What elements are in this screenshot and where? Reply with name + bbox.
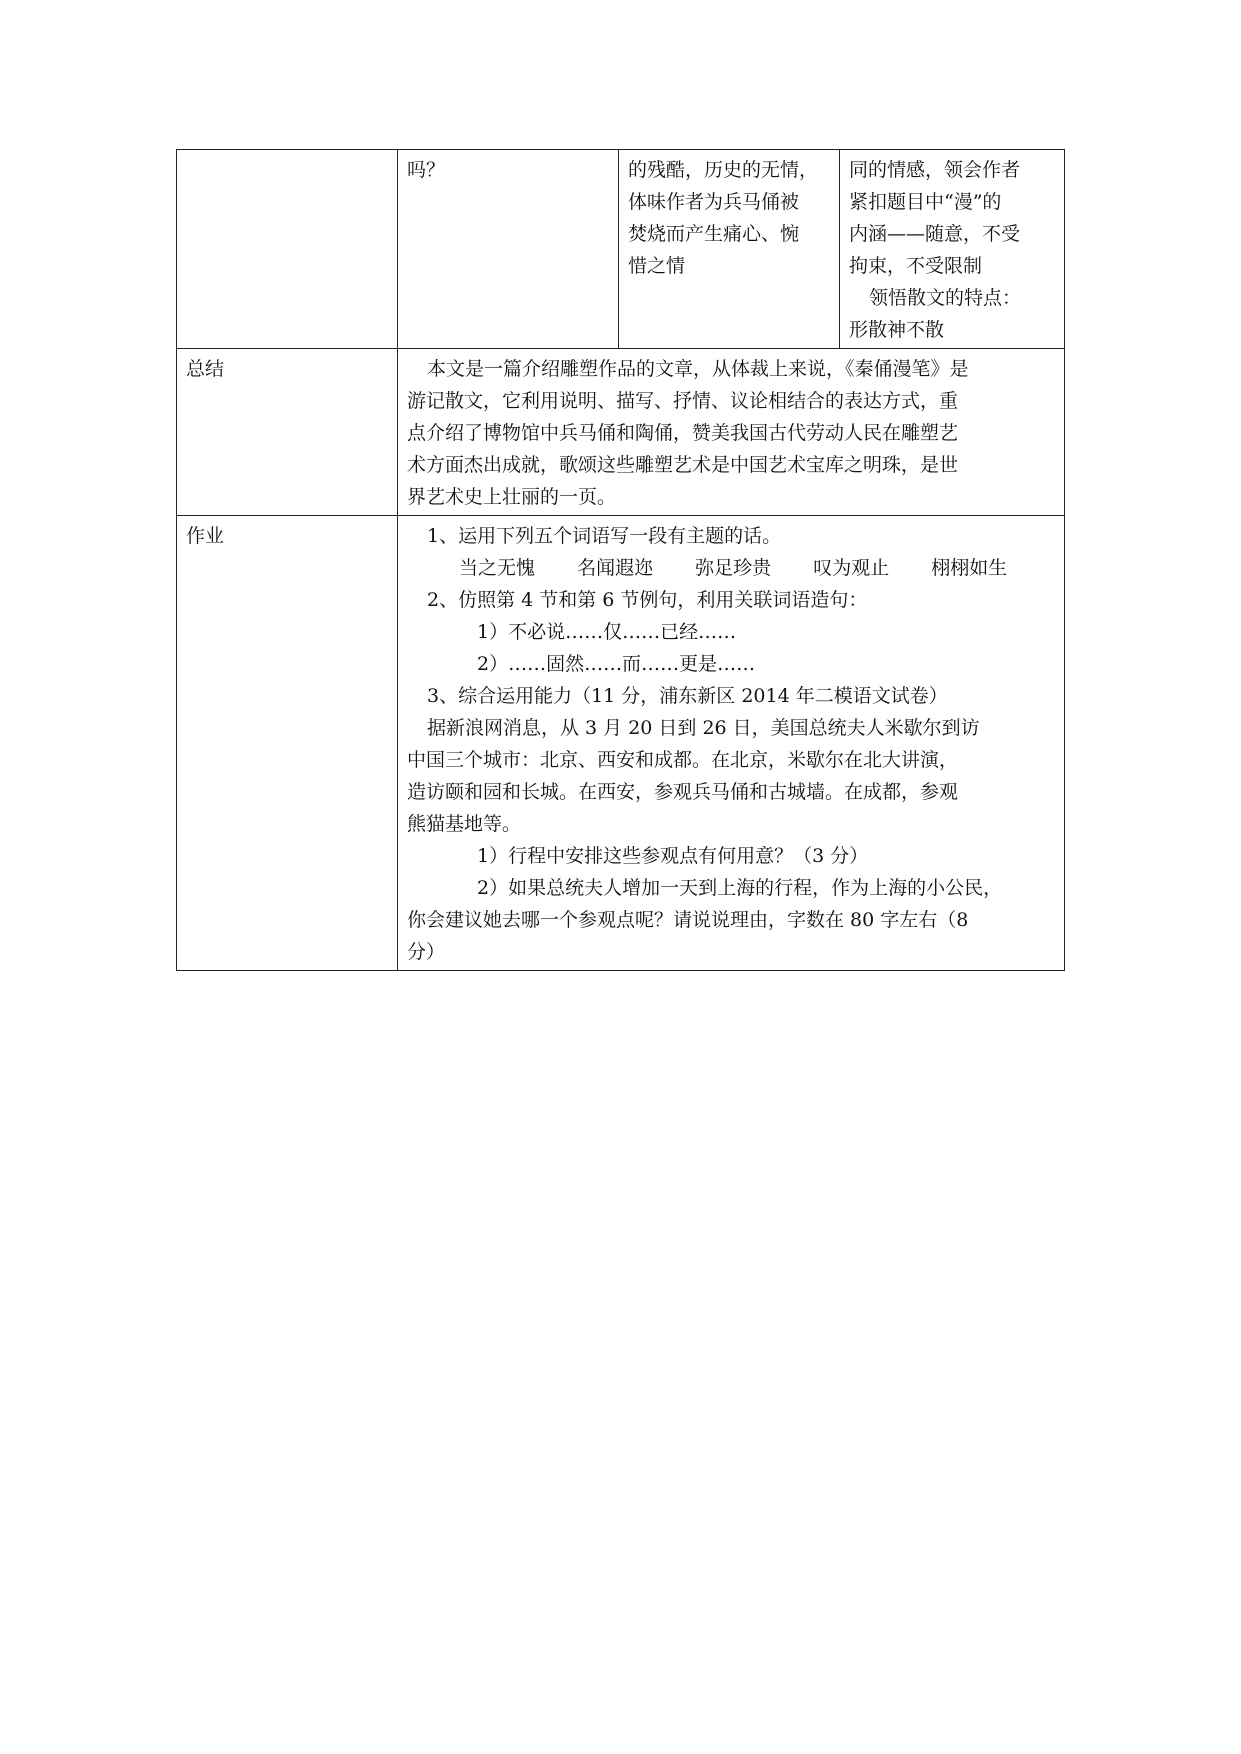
summary-content xyxy=(398,349,1065,516)
homework-content xyxy=(398,516,1065,971)
word-item: 弥足珍贵 xyxy=(695,557,772,579)
text-line: 本文是一篇介绍雕塑作品的文章，从体裁上来说，《秦俑漫笔》是 xyxy=(427,358,969,380)
question-2-2: 2）……固然……而……更是…… xyxy=(477,653,756,675)
table-row xyxy=(177,150,1065,349)
text-line: 拘束，不受限制 xyxy=(849,255,983,277)
question-2-1: 1）不必说……仅……已经…… xyxy=(477,621,737,643)
text-line: 熊猫基地等。 xyxy=(407,813,522,835)
question-1: 1、运用下列五个词语写一段有主题的话。 xyxy=(427,525,782,547)
text-line: 体味作者为兵马俑被 xyxy=(628,191,800,213)
text-line: 内涵——随意，不受 xyxy=(849,223,1021,245)
text-line: 同的情感，领会作者 xyxy=(849,159,1021,181)
question-3: 3、综合运用能力（11 分，浦东新区 2014 年二模语文试卷） xyxy=(427,685,948,707)
word-item: 名闻遐迩 xyxy=(577,557,654,579)
text-line: 领悟散文的特点： xyxy=(869,287,1022,309)
word-list xyxy=(407,552,1055,584)
row1-col4-cell xyxy=(840,150,1065,349)
text-line: 吗？ xyxy=(407,159,446,181)
text-line: 的残酷，历史的无情， xyxy=(628,159,819,181)
text-line: 据新浪网消息，从 3 月 20 日到 26 日，美国总统夫人米歇尔到访 xyxy=(427,717,980,739)
summary-label: 总结 xyxy=(177,349,398,516)
text-line: 形散神不散 xyxy=(849,319,945,341)
text-line: 惜之情 xyxy=(628,255,686,277)
word-item: 栩栩如生 xyxy=(931,557,1008,579)
row1-col1-cell xyxy=(177,150,398,349)
text-line: 造访颐和园和长城。在西安，参观兵马俑和古城墙。在成都，参观 xyxy=(407,781,959,803)
text-line: 点介绍了博物馆中兵马俑和陶俑，赞美我国古代劳动人民在雕塑艺 xyxy=(407,422,959,444)
table-row xyxy=(177,516,1065,971)
word-item: 叹为观止 xyxy=(813,557,890,579)
question-3-2: 2）如果总统夫人增加一天到上海的行程，作为上海的小公民， xyxy=(477,877,1003,899)
text-line: 中国三个城市：北京、西安和成都。在北京，米歇尔在北大讲演， xyxy=(407,749,959,771)
question-2: 2、仿照第 4 节和第 6 节例句，利用关联词语造句： xyxy=(427,589,868,611)
text-line: 界艺术史上壮丽的一页。 xyxy=(407,486,617,508)
text-line: 分） xyxy=(407,941,446,963)
row1-col2-cell xyxy=(398,150,619,349)
text-line: 紧扣题目中“漫”的 xyxy=(849,191,1002,213)
table-row xyxy=(177,349,1065,516)
text-line: 游记散文，它利用说明、描写、抒情、议论相结合的表达方式，重 xyxy=(407,390,959,412)
question-3-1: 1）行程中安排这些参观点有何用意？（3 分） xyxy=(477,845,869,867)
lesson-plan-table xyxy=(176,149,1065,971)
row1-col3-cell xyxy=(619,150,840,349)
text-line: 焚烧而产生痛心、惋 xyxy=(628,223,800,245)
word-item: 当之无愧 xyxy=(459,557,536,579)
homework-label: 作业 xyxy=(177,516,398,971)
text-line: 术方面杰出成就，歌颂这些雕塑艺术是中国艺术宝库之明珠，是世 xyxy=(407,454,959,476)
text-line: 你会建议她去哪一个参观点呢？请说说理由，字数在 80 字左右（8 xyxy=(407,909,969,931)
